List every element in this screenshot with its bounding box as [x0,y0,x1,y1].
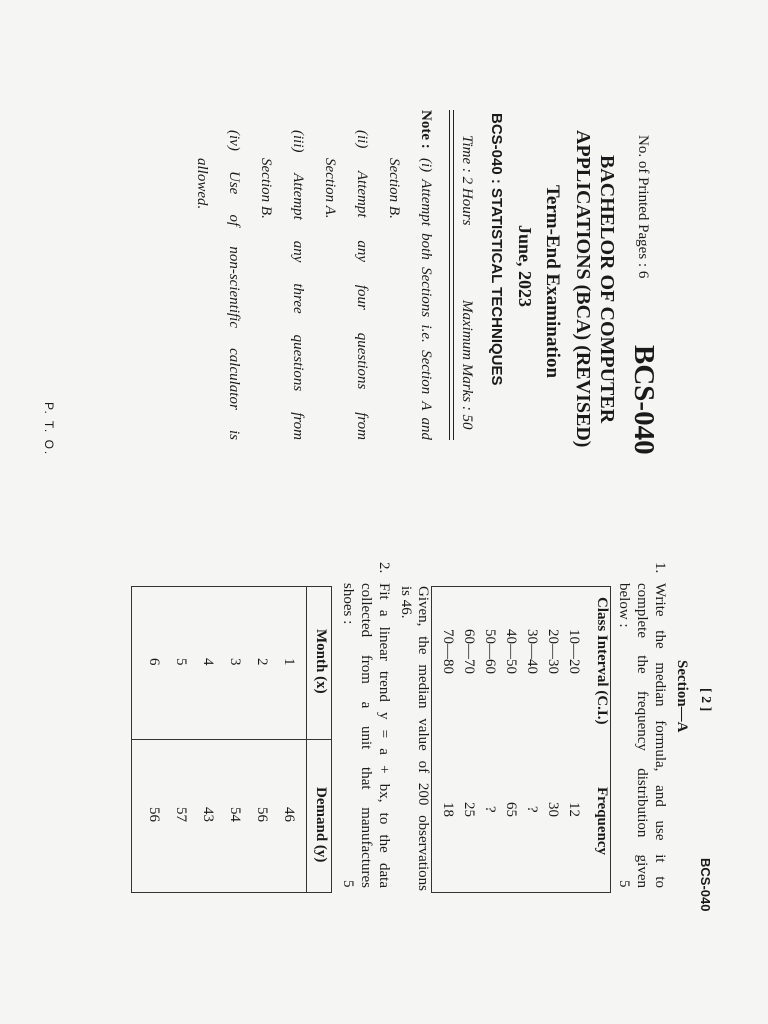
table-cell: 20—30 [545,629,561,674]
printed-pages-count: No. of Printed Pages : 6 [635,135,651,279]
table-cell: 56 [146,807,162,822]
table-cell: 6 [146,658,162,666]
table-header-rule [306,587,307,892]
table-cell: 40—50 [503,629,519,674]
question-1-text: Write the median formula, and use it to [652,583,668,888]
question-number-2: 2. [376,562,392,574]
note-item-1-cont: Section B. [386,158,402,219]
note-item-1: (i) Attempt both Sections i.e. Section A and [418,158,434,440]
note-item-2: (ii) Attempt any four questions from [354,130,370,440]
section-title: Section—A [674,660,690,733]
note-item-4: (iv) Use of non-scientific calculator is [226,130,242,440]
question-2-text: Fit a linear trend y = a + bx, to the data [376,583,392,888]
table-cell: 30—40 [524,629,540,674]
course-code-title: BCS-040 [628,345,660,455]
question-number-1: 1. [652,562,668,574]
table-cell: 12 [566,802,582,817]
question-1-marks: 5 [616,880,632,888]
programme-title-line2: APPLICATIONS (BCA) (REVISED) [572,130,594,448]
table-cell: 46 [281,807,297,822]
page-number: [ 2 ] [698,688,713,712]
table-cell: 54 [227,807,243,822]
question-2-text: shoes : [340,583,356,625]
maximum-marks: Maximum Marks : 50 [459,300,475,430]
table-header: Demand (y) [313,787,329,863]
course-title: BCS-040 : STATISTICAL TECHNIQUES [488,113,505,386]
divider-rule [449,110,450,440]
table-cell: 2 [254,658,270,666]
note-item-3: (iii) Attempt any three questions from [290,130,306,440]
demand-table [131,586,332,893]
question-2-marks: 5 [340,880,356,888]
table-cell: 5 [173,658,189,666]
table-cell: 70—80 [440,629,456,674]
note-item-2-cont: Section A. [322,158,338,219]
table-cell: 10—20 [566,629,582,674]
table-header: Frequency [594,787,610,856]
note-label: Note : [418,110,434,149]
question-1-text: complete the frequency distribution given [634,583,650,888]
table-column-divider [132,739,331,740]
programme-title-line1: BACHELOR OF COMPUTER [596,155,618,424]
table-cell: 25 [461,802,477,817]
exam-time: Time : 2 Hours [459,135,475,226]
table-cell: 43 [200,807,216,822]
table-header: Month (x) [313,629,329,694]
frequency-table [431,586,611,893]
question-2-text: collected from a unit that manufactures [358,583,374,888]
exam-session: June, 2023 [515,225,535,308]
question-1-given: is 46. [398,586,414,619]
note-item-3-cont: Section B. [258,158,274,219]
table-cell: ? [482,806,498,813]
exam-title: Term-End Examination [542,185,563,379]
table-header: Class Interval (C.I.) [594,597,610,725]
question-1-text: below : [616,583,632,628]
table-cell: 18 [440,802,456,817]
table-cell: 57 [173,807,189,822]
table-cell: 4 [200,658,216,666]
divider-rule [453,110,454,440]
table-cell: 60—70 [461,629,477,674]
please-turn-over: P. T. O. [42,402,56,457]
table-cell: 65 [503,802,519,817]
table-cell: 30 [545,802,561,817]
table-cell: 1 [281,658,297,666]
table-cell: ? [524,806,540,813]
table-cell: 56 [254,807,270,822]
header-course-code: BCS-040 [698,858,713,912]
table-cell: 3 [227,658,243,666]
table-cell: 50—60 [482,629,498,674]
question-1-given: Given, the median value of 200 observations [415,586,431,891]
note-item-4-cont: allowed. [194,158,210,210]
